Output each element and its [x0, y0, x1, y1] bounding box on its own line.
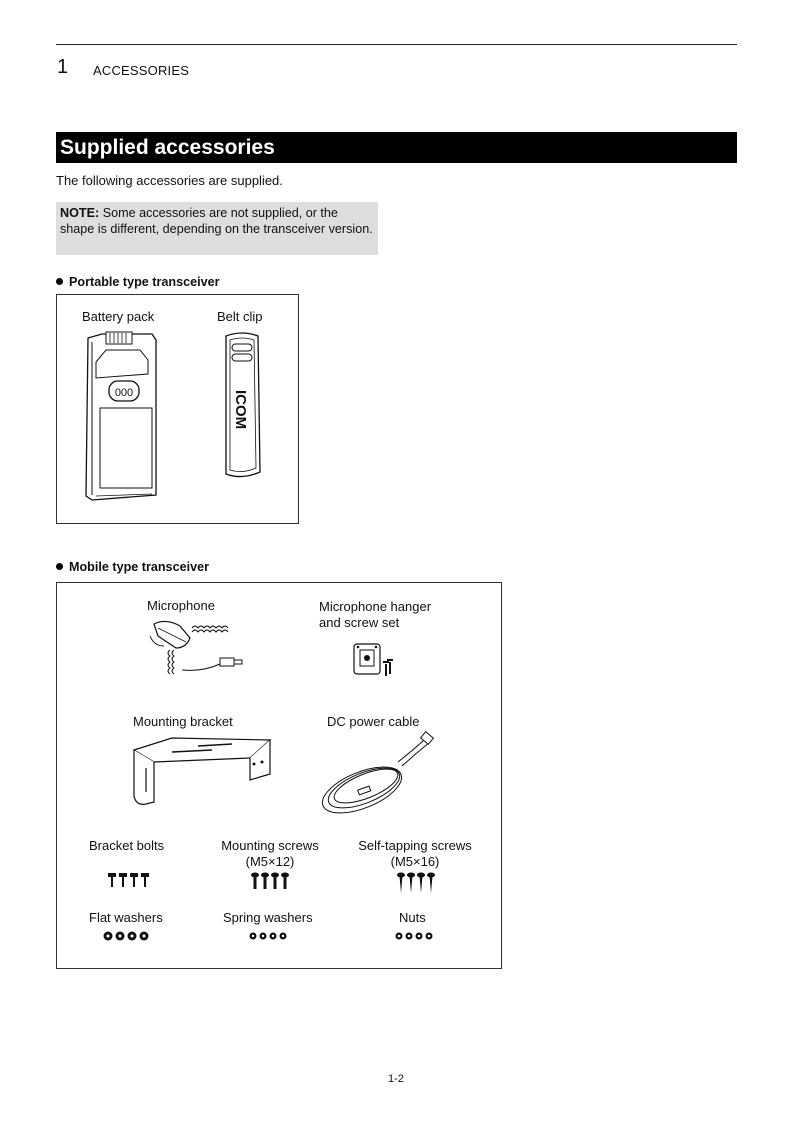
bracket-bolts-label: Bracket bolts — [89, 838, 165, 853]
self-tapping-screws-size: (M5×16) — [390, 854, 440, 869]
nuts-icon — [395, 932, 437, 940]
bullet-icon — [56, 278, 63, 285]
battery-pack-label: Battery pack — [82, 309, 155, 324]
battery-pack-icon — [82, 330, 162, 502]
chapter-title: ACCESSORIES — [93, 63, 190, 78]
belt-clip-label: Belt clip — [217, 309, 263, 324]
flat-washers-label: Flat washers — [89, 910, 163, 925]
flat-washers-icon — [103, 931, 153, 941]
note-label: NOTE: — [60, 206, 100, 220]
hanger-label-line1: Microphone hanger — [319, 599, 432, 614]
dc-cable-label: DC power cable — [327, 714, 420, 729]
mobile-heading — [56, 560, 209, 574]
bracket-bolts-icon — [107, 872, 151, 888]
note-box — [56, 202, 378, 255]
mobile-heading-text: Mobile type transceiver — [69, 560, 209, 574]
dc-power-cable-icon — [318, 732, 436, 814]
intro-text: The following accessories are supplied. — [56, 173, 283, 188]
hanger-label-line2: and screw set — [319, 615, 400, 630]
microphone-label: Microphone — [147, 598, 215, 613]
self-tapping-screws-icon — [396, 872, 438, 894]
spring-washers-label: Spring washers — [223, 910, 313, 925]
microphone-hanger-icon — [352, 640, 406, 680]
nuts-label: Nuts — [399, 910, 426, 925]
mounting-bracket-label: Mounting bracket — [133, 714, 233, 729]
microphone-icon — [146, 616, 246, 682]
mounting-screws-size: (M5×12) — [245, 854, 295, 869]
mounting-screws-label: Mounting screws — [221, 838, 319, 853]
bullet-icon — [56, 563, 63, 570]
icom-logo-text: ICOM — [232, 390, 249, 430]
spring-washers-icon — [249, 932, 291, 940]
note-text: Some accessories are not supplied, or the shape is different, depending on the transceiver version. — [60, 206, 373, 236]
chapter-number: 1 — [57, 56, 69, 78]
belt-clip-icon — [218, 332, 266, 482]
mounting-screws-icon — [250, 872, 292, 890]
portable-heading — [56, 275, 220, 289]
battery-label-text: 000 — [114, 387, 134, 399]
header-rule — [56, 44, 737, 45]
self-tapping-screws-label: Self-tapping screws — [358, 838, 472, 853]
mounting-bracket-icon — [132, 736, 272, 810]
section-title: Supplied accessories — [56, 132, 737, 163]
portable-heading-text: Portable type transceiver — [69, 275, 220, 289]
page-number: 1-2 — [388, 1073, 404, 1085]
